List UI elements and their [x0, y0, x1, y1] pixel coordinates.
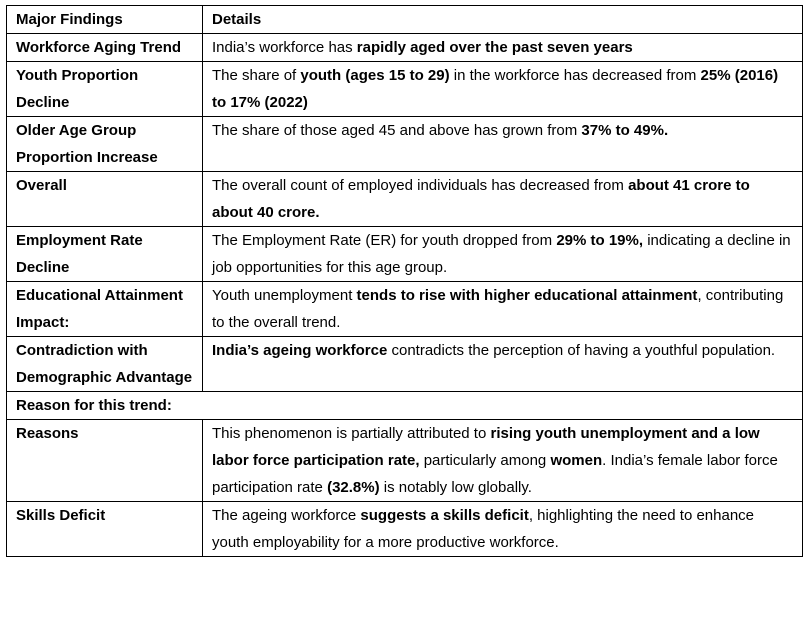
table-row: [7, 282, 803, 337]
finding-details: India’s ageing workforce contradicts the perception of having a youthful population.: [203, 337, 803, 392]
section-title: Reason for this trend:: [7, 392, 803, 420]
header-major-findings: Major Findings: [7, 6, 203, 34]
table-row: [7, 117, 803, 172]
reason-label: Reasons: [7, 420, 203, 502]
table-row: [7, 337, 803, 392]
finding-label: Employment Rate Decline: [7, 227, 203, 282]
finding-label: Educational Attainment Impact:: [7, 282, 203, 337]
finding-label: Workforce Aging Trend: [7, 34, 203, 62]
table-row: [7, 227, 803, 282]
table-row: [7, 172, 803, 227]
section-row: [7, 392, 803, 420]
header-row: [7, 6, 803, 34]
header-details: Details: [203, 6, 803, 34]
table-row: [7, 34, 803, 62]
reason-label: Skills Deficit: [7, 502, 203, 557]
table-row: [7, 420, 803, 502]
table-row: [7, 502, 803, 557]
finding-label: Older Age Group Proportion Increase: [7, 117, 203, 172]
finding-label: Overall: [7, 172, 203, 227]
finding-label: Youth Proportion Decline: [7, 62, 203, 117]
reason-details: The ageing workforce suggests a skills deficit, highlighting the need to enhance youth employability for a more productive workforce.: [203, 502, 803, 557]
finding-label: Contradiction with Demographic Advantage: [7, 337, 203, 392]
finding-details: The overall count of employed individuals has decreased from about 41 crore to about 40 crore.: [203, 172, 803, 227]
table-row: [7, 62, 803, 117]
reason-details: This phenomenon is partially attributed to rising youth unemployment and a low labor force participation rate, particularly among women. India’s female labor force participation rate (32.8%) is notably low globally.: [203, 420, 803, 502]
findings-table: [6, 5, 803, 557]
finding-details: The Employment Rate (ER) for youth dropped from 29% to 19%, indicating a decline in job opportunities for this age group.: [203, 227, 803, 282]
finding-details: The share of those aged 45 and above has grown from 37% to 49%.: [203, 117, 803, 172]
finding-details: India’s workforce has rapidly aged over the past seven years: [203, 34, 803, 62]
finding-details: Youth unemployment tends to rise with higher educational attainment, contributing to the overall trend.: [203, 282, 803, 337]
finding-details: The share of youth (ages 15 to 29) in the workforce has decreased from 25% (2016) to 17% (2022): [203, 62, 803, 117]
